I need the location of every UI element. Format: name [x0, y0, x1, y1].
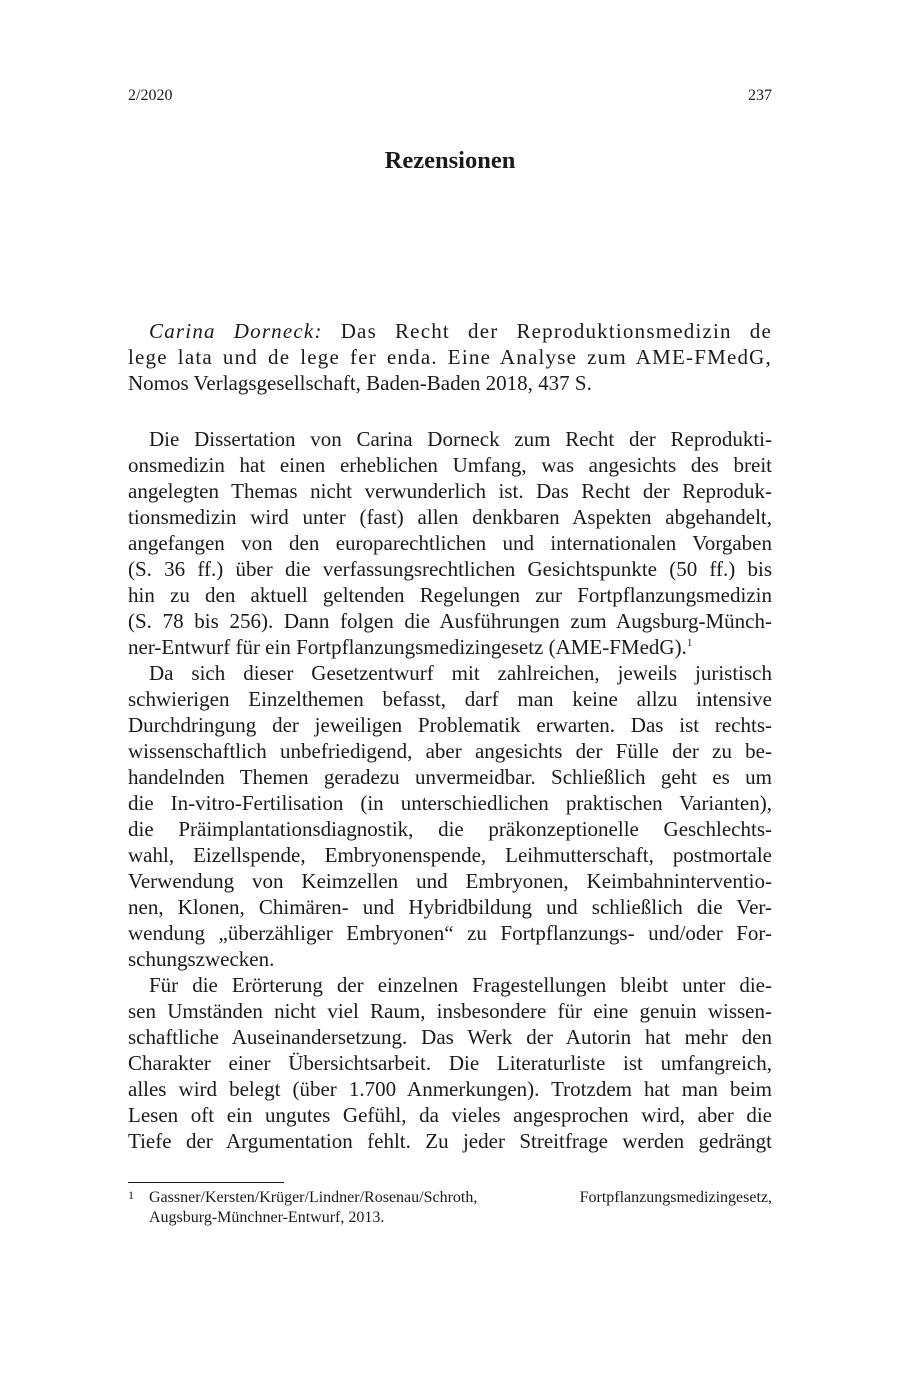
- paragraph: [128, 426, 772, 660]
- text-line-content: handelnden Themen geradezu unvermeidbar. Schließlich geht es um: [128, 765, 772, 789]
- footnote: [128, 1188, 772, 1228]
- text-line: [128, 712, 772, 738]
- review-body: [128, 426, 772, 1154]
- text-line: [128, 946, 772, 972]
- footnote-line: Gassner/Kersten/Krüger/Lindner/Rosenau/Schroth, Fortpflanzungsmedizingesetz,: [149, 1189, 772, 1206]
- text-line-content: schungszwecken.: [128, 947, 275, 971]
- text-line: [128, 686, 772, 712]
- text-line-content: wahl, Eizellspende, Embryonenspende, Leihmutterschaft, postmortale: [128, 843, 772, 867]
- paragraph: [128, 660, 772, 972]
- text-line-content: alles wird belegt (über 1.700 Anmerkungen). Trotzdem hat man beim: [128, 1077, 772, 1101]
- text-line-content: angefangen von den europarechtlichen und internationalen Vorgaben: [128, 531, 772, 555]
- text-line: [128, 452, 772, 478]
- text-line: [128, 660, 772, 686]
- text-line: [128, 998, 772, 1024]
- text-line-content: die Präimplantationsdiagnostik, die präkonzeptionelle Geschlechts-: [128, 817, 772, 841]
- text-line: [128, 790, 772, 816]
- text-line-content: Tiefe der Argumentation fehlt. Zu jeder Streitfrage werden gedrängt: [128, 1129, 772, 1153]
- text-line-content: Verwendung von Keimzellen und Embryonen, Keimbahninterventio-: [128, 869, 772, 893]
- text-line: [128, 530, 772, 556]
- text-line-content: nen, Klonen, Chimären- und Hybridbildung und schließlich die Ver-: [128, 895, 772, 919]
- text-line-content: ner-Entwurf für ein Fortpflanzungsmedizingesetz (AME-FMedG).: [128, 635, 687, 659]
- text-line-content: Für die Erörterung der einzelnen Fragestellungen bleibt unter die-: [149, 973, 772, 997]
- text-line-content: angelegten Themas nicht verwunderlich ist. Das Recht der Reproduk-: [128, 479, 772, 503]
- text-line-content: onsmedizin hat einen erheblichen Umfang, was angesichts des breit: [128, 453, 772, 477]
- text-line-content: die In-vitro-Fertilisation (in unterschiedlichen praktischen Varianten),: [128, 791, 772, 815]
- text-line: [128, 1102, 772, 1128]
- text-line-content: hin zu den aktuell geltenden Regelungen zur Fortpflanzungsmedizin: [128, 583, 772, 607]
- citation-line: Nomos Verlagsgesellschaft, Baden-Baden 2018, 437 S.: [128, 371, 592, 395]
- text-line-content: sen Umständen nicht viel Raum, insbesondere für eine genuin wissen-: [128, 999, 772, 1023]
- text-line: [128, 556, 772, 582]
- text-line: [128, 1024, 772, 1050]
- citation-author: Carina Dorneck:: [149, 319, 323, 343]
- issue-number: 2/2020: [128, 87, 173, 104]
- citation-line: [128, 318, 772, 344]
- text-line-content: tionsmedizin wird unter (fast) allen denkbaren Aspekten abgehandelt,: [128, 505, 772, 529]
- text-line: [128, 920, 772, 946]
- footnote-text: [149, 1188, 772, 1228]
- text-line: [128, 764, 772, 790]
- text-line-content: schaftliche Auseinandersetzung. Das Werk der Autorin hat mehr den: [128, 1025, 772, 1049]
- book-citation: [128, 318, 772, 396]
- text-line-content: Lesen oft ein ungutes Gefühl, da vieles angesprochen wird, aber die: [128, 1103, 772, 1127]
- footnote-reference[interactable]: 1: [686, 637, 693, 649]
- text-line: [128, 1050, 772, 1076]
- text-line-content: schwierigen Einzelthemen befasst, darf man keine allzu intensive: [128, 687, 772, 711]
- text-line: [128, 634, 772, 660]
- citation-line: lege lata und de lege fer enda. Eine Analyse zum AME-FMedG,: [128, 345, 772, 369]
- text-line-content: wissenschaftlich unbefriedigend, aber angesichts der Fülle der zu be-: [128, 739, 772, 763]
- text-line: [128, 608, 772, 634]
- section-title: Rezensionen: [384, 147, 516, 174]
- text-line: [128, 972, 772, 998]
- text-line-content: Charakter einer Übersichtsarbeit. Die Literaturliste ist umfangreich,: [128, 1051, 772, 1075]
- text-line: [128, 816, 772, 842]
- footnote-line: Augsburg-Münchner-Entwurf, 2013.: [149, 1209, 385, 1226]
- footnote-separator: [128, 1182, 284, 1183]
- page-number: 237: [748, 87, 772, 104]
- text-line-content: Durchdringung der jeweiligen Problematik erwarten. Das ist rechts-: [128, 713, 772, 737]
- text-line-content: Die Dissertation von Carina Dorneck zum Recht der Reprodukti-: [149, 427, 772, 451]
- text-line: [128, 1128, 772, 1154]
- text-line: [128, 842, 772, 868]
- text-line: [128, 426, 772, 452]
- text-line: [128, 894, 772, 920]
- text-line-content: (S. 36 ff.) über die verfassungsrechtlichen Gesichtspunkte (50 ff.) bis: [128, 557, 772, 581]
- text-line-content: Da sich dieser Gesetzentwurf mit zahlreichen, jeweils juristisch: [149, 661, 772, 685]
- text-line-content: (S. 78 bis 256). Dann folgen die Ausführungen zum Augsburg-Münch-: [128, 609, 772, 633]
- text-line: [128, 478, 772, 504]
- footnote-number: 1: [128, 1188, 134, 1202]
- text-line-content: wendung „überzähliger Embryonen“ zu Fortpflanzungs- und/oder For-: [128, 921, 772, 945]
- text-line: [128, 504, 772, 530]
- text-line: [128, 1076, 772, 1102]
- text-line: [128, 582, 772, 608]
- text-line: [128, 738, 772, 764]
- paragraph: [128, 972, 772, 1154]
- citation-title-part: Das Recht der Reproduktionsmedizin de: [340, 319, 773, 343]
- text-line: [128, 868, 772, 894]
